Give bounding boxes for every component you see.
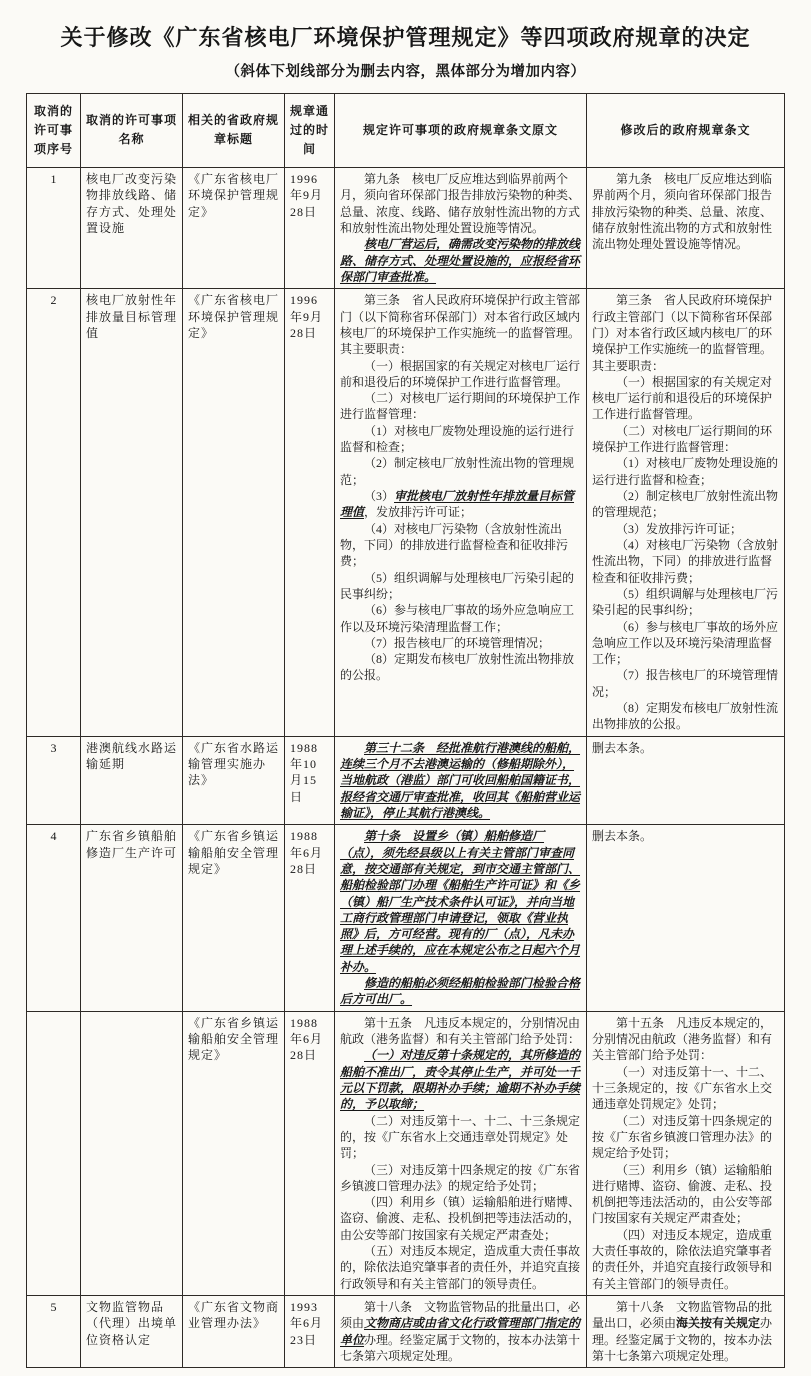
header-serial: 取消的许可事项序号: [27, 93, 81, 168]
text-segment: （2）制定核电厂放射性流出物的管理规范；: [592, 489, 779, 520]
paragraph: [592, 455, 779, 488]
cell-modified-text: [587, 736, 785, 825]
cell-modified-text: [587, 825, 785, 1011]
paragraph: [340, 488, 581, 521]
text-segment: （5）组织调解与处理核电厂污染引起的民事纠纷；: [340, 570, 575, 601]
deleted-text-segment: 审批核电厂放射性年排放量目标管理值: [340, 489, 575, 520]
paragraph: [592, 1227, 779, 1292]
cell-date: 1993年6月23日: [285, 1296, 335, 1368]
table-row: [27, 825, 785, 1011]
cell-serial: 3: [27, 736, 81, 825]
text-segment: （7）报告核电厂的环境管理情况；: [592, 668, 779, 699]
text-segment: （7）报告核电厂的环境管理情况；: [364, 635, 551, 650]
cell-item-name: 广东省乡镇船舶修造厂生产许可: [81, 825, 183, 1011]
text-segment: 办理。经鉴定属于文物的，按本办法第十七条第六项规定处理。: [340, 1332, 581, 1363]
text-segment: （3）发放排污许可证；: [616, 521, 743, 536]
text-segment: （一）对违反第十一、十二、十三条规定的，按《广东省水上交通违章处罚规定》处罚；: [592, 1064, 773, 1112]
text-segment: 删去本条。: [592, 829, 653, 844]
paragraph: [340, 651, 581, 684]
cell-date: 1988年6月28日: [285, 825, 335, 1011]
paragraph: [340, 1299, 581, 1364]
text-segment: 第十八条 文物监管物品的批量出口，必须由: [592, 1300, 773, 1331]
paragraph: [340, 292, 581, 357]
text-segment: ，发放排污许可证；: [364, 505, 473, 520]
table-body: [27, 168, 785, 1368]
cell-original-text: [335, 736, 587, 825]
paragraph: [340, 1047, 581, 1112]
paragraph: [340, 455, 581, 488]
text-segment: 删去本条。: [592, 740, 653, 755]
paragraph: [340, 171, 581, 236]
text-segment: （四）利用乡（镇）运输船舶进行赌博、盗窃、偷渡、走私、投机倒把等违法活动的，由公安等部门按国家有关规定严肃查处；: [340, 1195, 581, 1242]
paragraph: [340, 1243, 581, 1292]
paragraph: [340, 521, 581, 570]
deleted-text-segment: （一）对违反第十条规定的，其所修造的船舶不准出厂，责令其停止生产，并可处一千元以下罚款，限期补办手续；逾期不补办手续的，予以取缔；: [340, 1048, 581, 1112]
paragraph: [592, 171, 779, 253]
cell-date: 1996年9月28日: [285, 289, 335, 736]
paragraph: [592, 667, 779, 700]
text-segment: 办理。经鉴定属于文物的，按本办法第十七条第六项规定处理。: [592, 1316, 773, 1363]
cell-modified-text: [587, 1296, 785, 1368]
cell-regulation-title: 《广东省文物商业管理办法》: [183, 1296, 285, 1368]
paragraph: [592, 586, 779, 619]
cell-regulation-title: 《广东省核电厂环境保护管理规定》: [183, 289, 285, 736]
text-segment: 第九条 核电厂反应堆达到临界前两个月，须向省环保部门报告排放污染物的种类、总量、浓度、线路、储存放射性流出物的方式和放射性流出物处理处置设施等情况。: [340, 172, 581, 235]
paragraph: [340, 358, 581, 391]
paragraph: [592, 1162, 779, 1227]
text-segment: （一）根据国家的有关规定对核电厂运行前和退役后的环境保护工作进行监督管理。: [340, 358, 581, 389]
deleted-text-segment: 第三十二条 经批准航行港澳线的船舶，连续三个月不去港澳运输的（修船期除外），当地航政（港监）部门可收回船舶国籍证书，报经省交通厅审查批准，收回其《船舶营业运输证》，停止其航行港澳线。: [340, 740, 581, 820]
paragraph: [340, 635, 581, 651]
paragraph: [340, 390, 581, 423]
text-segment: 第九条 核电厂反应堆达到临界前两个月，须向省环保部门报告排放污染物的种类、总量、浓度、储存放射性流出物的方式和放射性流出物处理处置设施等情况。: [592, 172, 773, 252]
paragraph: [340, 236, 581, 285]
text-segment: （8）定期发布核电厂放射性流出物排放的公报。: [340, 652, 575, 683]
cell-original-text: [335, 168, 587, 289]
paragraph: [592, 1064, 779, 1113]
cell-modified-text: [587, 289, 785, 736]
text-segment: （二）对违反第十四条规定的按《广东省乡镇渡口管理办法》的规定给予处罚；: [592, 1113, 773, 1161]
paragraph: [592, 700, 779, 733]
paragraph: [340, 1113, 581, 1162]
paragraph: [592, 740, 779, 756]
cell-original-text: [335, 289, 587, 736]
deleted-text-segment: 修造的船舶必须经船舶检验部门检验合格后方可出厂。: [340, 976, 581, 1007]
amendments-table: [26, 93, 785, 1369]
text-segment: （三）对违反第十四条规定的按《广东省乡镇渡口管理办法》的规定给予处罚；: [340, 1162, 581, 1193]
deleted-text-segment: 核电厂营运后，确需改变污染物的排放线路、储存方式、处理处置设施的，应报经省环保部门审查批准。: [340, 237, 581, 284]
table-row: [27, 168, 785, 289]
cell-date: 1996年9月28日: [285, 168, 335, 289]
text-segment: （5）组织调解与处理核电厂污染引起的民事纠纷；: [592, 586, 779, 618]
text-segment: 第十八条 文物监管物品的批量出口，必须由: [340, 1300, 581, 1331]
text-segment: （8）定期发布核电厂放射性流出物排放的公报。: [592, 701, 779, 732]
text-segment: 第十五条 凡违反本规定的，分别情况由航政（港务监督）和有关主管部门给予处罚：: [340, 1015, 581, 1046]
cell-serial: 1: [27, 168, 81, 289]
paragraph: [340, 1015, 581, 1048]
header-original-text: 规定许可事项的政府规章条文原文: [335, 93, 587, 168]
table-row: [27, 1011, 785, 1295]
paragraph: [340, 1194, 581, 1243]
cell-regulation-title: 《广东省乡镇运输船舶安全管理规定》: [183, 1011, 285, 1295]
text-segment: （3）: [364, 489, 395, 503]
header-modified-text: 修改后的政府规章条文: [587, 93, 785, 168]
added-text-segment: 海关按有关规定: [676, 1316, 761, 1331]
paragraph: [592, 1299, 779, 1364]
paragraph: [340, 423, 581, 456]
deleted-text-segment: 文物商店或由省文化行政管理部门指定的单位: [340, 1316, 581, 1347]
text-segment: （三）利用乡（镇）运输船舶进行赌博、盗窃、偷渡、走私、投机倒把等违法活动的，由公安等部门按国家有关规定严肃查处；: [592, 1162, 773, 1226]
deleted-text-segment: 第十条 设置乡（镇）船舶修造厂（点），须先经县级以上有关主管部门审查同意，按交通部有关规定，到市交通主管部门、船舶检验部门办理《船舶生产许可证》和《乡（镇）船厂生产技术条件认可证》，并向当地工商行政管理部门申请登记，领取《营业执照》后，方可经营。现有的厂（点），凡未办理上述手续的，应在本规定公布之日起六个月补办。: [340, 829, 581, 974]
text-segment: 第三条 省人民政府环境保护行政主管部门（以下简称省环保部门）对本省行政区域内核电厂的环境保护工作实施统一的监督管理。其主要职责：: [340, 293, 581, 357]
text-segment: （6）参与核电厂事故的场外应急响应工作以及环境污染清理监督工作；: [340, 603, 575, 634]
cell-serial: 4: [27, 825, 81, 1011]
cell-regulation-title: 《广东省核电厂环境保护管理规定》: [183, 168, 285, 289]
text-segment: （一）根据国家的有关规定对核电厂运行前和退役后的环境保护工作进行监督管理。: [592, 374, 773, 422]
paragraph: [340, 975, 581, 1008]
document-subtitle-legend: （斜体下划线部分为删去内容，黑体部分为增加内容）: [225, 63, 586, 80]
paragraph: [592, 1015, 779, 1064]
text-segment: （6）参与核电厂事故的场外应急响应工作以及环境污染清理监督工作；: [592, 619, 779, 667]
text-segment: 第三条 省人民政府环境保护行政主管部门（以下简称省环保部门）对本省行政区域内核电厂的环境保护工作实施统一的监督管理。其主要职责：: [592, 293, 773, 373]
text-segment: 第十五条 凡违反本规定的，分别情况由航政（港务监督）和有关主管部门给予处罚：: [592, 1015, 773, 1063]
table-row: [27, 289, 785, 736]
text-segment: （二）对违反第十一、十二、十三条规定的，按《广东省水上交通违章处罚规定》处罚；: [340, 1113, 581, 1161]
cell-regulation-title: 《广东省乡镇运输船舶安全管理规定》: [183, 825, 285, 1011]
paragraph: [340, 570, 581, 603]
text-segment: （二）对核电厂运行期间的环境保护工作进行监督管理：: [340, 391, 581, 422]
cell-regulation-title: 《广东省水路运输管理实施办法》: [183, 736, 285, 825]
header-date: 规章通过的时间: [285, 93, 335, 168]
cell-serial: 5: [27, 1296, 81, 1368]
paragraph: [340, 602, 581, 635]
cell-item-name: 港澳航线水路运输延期: [81, 736, 183, 825]
paragraph: [592, 619, 779, 668]
table-row: [27, 736, 785, 825]
cell-modified-text: [587, 168, 785, 289]
table-row: [27, 1296, 785, 1368]
cell-item-name: [81, 1011, 183, 1295]
paragraph: [340, 828, 581, 975]
cell-original-text: [335, 825, 587, 1011]
text-segment: （4）对核电厂污染物（含放射性流出物，下同）的排放进行监督检查和征收排污费；: [592, 537, 779, 585]
paragraph: [592, 828, 779, 844]
cell-item-name: 文物监管物品（代理）出境单位资格认定: [81, 1296, 183, 1368]
cell-modified-text: [587, 1011, 785, 1295]
text-segment: （二）对核电厂运行期间的环境保护工作进行监督管理：: [592, 423, 773, 455]
header-item-name: 取消的许可事项名称: [81, 93, 183, 168]
cell-date: 1988年6月28日: [285, 1011, 335, 1295]
cell-serial: [27, 1011, 81, 1295]
paragraph: [340, 740, 581, 822]
paragraph: [340, 1162, 581, 1195]
paragraph: [592, 374, 779, 423]
table-header-row: [27, 93, 785, 168]
paragraph: [592, 423, 779, 456]
text-segment: （五）对违反本规定，造成重大责任事故的，除依法追究肇事者的责任外，并追究直接行政领导和有关主管部门的领导责任。: [340, 1244, 581, 1291]
paragraph: [592, 488, 779, 521]
cell-item-name: 核电厂放射性年排放量目标管理值: [81, 289, 183, 736]
cell-item-name: 核电厂改变污染物排放线路、储存方式、处理处置设施: [81, 168, 183, 289]
header-regulation-title: 相关的省政府规章标题: [183, 93, 285, 168]
paragraph: [592, 292, 779, 374]
text-segment: （四）对违反本规定，造成重大责任事故的，除依法追究肇事者的责任外，并追究直接行政领导和有关主管部门的领导责任。: [592, 1227, 773, 1291]
cell-date: 1988年10月15日: [285, 736, 335, 825]
cell-serial: 2: [27, 289, 81, 736]
paragraph: [592, 521, 779, 537]
cell-original-text: [335, 1011, 587, 1295]
paragraph: [592, 537, 779, 586]
cell-original-text: [335, 1296, 587, 1368]
document-title: 关于修改《广东省核电厂环境保护管理规定》等四项政府规章的决定: [60, 25, 751, 50]
text-segment: （4）对核电厂污染物（含放射性流出物，下同）的排放进行监督检查和征收排污费；: [340, 521, 569, 569]
text-segment: （2）制定核电厂放射性流出物的管理规范；: [340, 456, 575, 487]
text-segment: （1）对核电厂废物处理设施的运行进行监督和检查；: [592, 456, 779, 487]
text-segment: （1）对核电厂废物处理设施的运行进行监督和检查；: [340, 423, 575, 455]
paragraph: [592, 1113, 779, 1162]
